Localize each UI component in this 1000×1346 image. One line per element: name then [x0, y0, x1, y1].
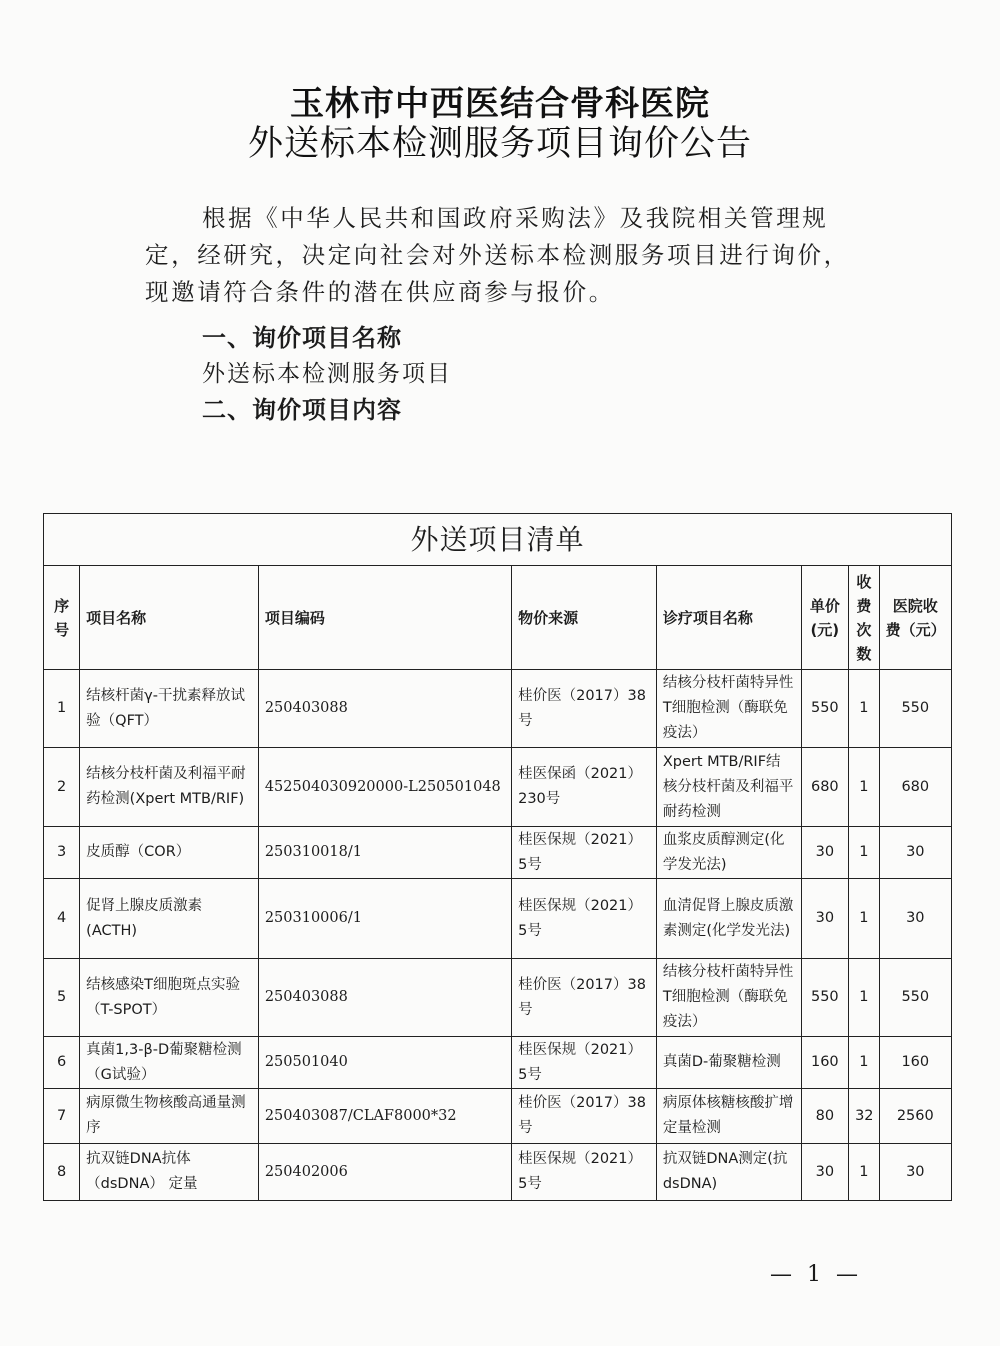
table-row [44, 959, 952, 1037]
cell-name: 皮质醇（COR） [80, 827, 259, 879]
cell-source: 桂价医（2017）38号 [512, 1089, 657, 1144]
table-row [44, 879, 952, 959]
cell-times: 1 [849, 879, 880, 959]
table-row [44, 748, 952, 827]
cell-name: 结核感染T细胞斑点实验（T-SPOT） [80, 959, 259, 1037]
cell-seq: 5 [44, 959, 80, 1037]
header-seq: 序号 [44, 566, 80, 670]
cell-code: 250402006 [258, 1144, 511, 1201]
cell-seq: 3 [44, 827, 80, 879]
cell-fee: 160 [879, 1037, 951, 1089]
cell-name: 抗双链DNA抗体（dsDNA） 定量 [80, 1144, 259, 1201]
cell-diag: Xpert MTB/RIF结核分枝杆菌及利福平耐药检测 [656, 748, 801, 827]
cell-times: 1 [849, 748, 880, 827]
header-name: 项目名称 [80, 566, 259, 670]
cell-code: 250403088 [258, 959, 511, 1037]
cell-seq: 1 [44, 670, 80, 748]
cell-price: 30 [801, 827, 848, 879]
cell-name: 结核分枝杆菌及利福平耐药检测(Xpert MTB/RIF) [80, 748, 259, 827]
header-price: 单价(元) [801, 566, 848, 670]
section2-heading: 二、询价项目内容 [202, 396, 402, 424]
cell-source: 桂医保规（2021）5号 [512, 1144, 657, 1201]
cell-fee: 550 [879, 670, 951, 748]
outsourced-items-table [43, 513, 952, 1201]
table-row [44, 1089, 952, 1144]
cell-source: 桂医保规（2021）5号 [512, 1037, 657, 1089]
cell-price: 160 [801, 1037, 848, 1089]
cell-diag: 结核分枝杆菌特异性T细胞检测（酶联免疫法） [656, 959, 801, 1037]
cell-source: 桂医保规（2021）5号 [512, 879, 657, 959]
section1-body: 外送标本检测服务项目 [202, 361, 452, 387]
cell-seq: 8 [44, 1144, 80, 1201]
cell-seq: 4 [44, 879, 80, 959]
cell-price: 30 [801, 879, 848, 959]
cell-times: 1 [849, 827, 880, 879]
cell-diag: 真菌D-葡聚糖检测 [656, 1037, 801, 1089]
cell-name: 促肾上腺皮质激素(ACTH) [80, 879, 259, 959]
cell-seq: 7 [44, 1089, 80, 1144]
table-row [44, 670, 952, 748]
table-row [44, 1037, 952, 1089]
cell-name: 真菌1,3-β-D葡聚糖检测（G试验） [80, 1037, 259, 1089]
cell-code: 452504030920000-L250501048 [258, 748, 511, 827]
cell-fee: 680 [879, 748, 951, 827]
intro-paragraph: 根据《中华人民共和国政府采购法》及我院相关管理规定，经研究，决定向社会对外送标本检测服务项目进行询价，现邀请符合条件的潜在供应商参与报价。 [145, 204, 850, 306]
cell-source: 桂价医（2017）38号 [512, 670, 657, 748]
cell-price: 30 [801, 1144, 848, 1201]
cell-times: 1 [849, 1037, 880, 1089]
cell-seq: 6 [44, 1037, 80, 1089]
header-diag: 诊疗项目名称 [656, 566, 801, 670]
cell-fee: 2560 [879, 1089, 951, 1144]
cell-source: 桂医保函（2021）230号 [512, 748, 657, 827]
cell-code: 250403087/CLAF8000*32 [258, 1089, 511, 1144]
cell-code: 250310018/1 [258, 827, 511, 879]
section1-heading: 一、询价项目名称 [202, 324, 402, 352]
cell-times: 32 [849, 1089, 880, 1144]
cell-price: 80 [801, 1089, 848, 1144]
cell-diag: 血浆皮质醇测定(化学发光法) [656, 827, 801, 879]
cell-diag: 抗双链DNA测定(抗dsDNA) [656, 1144, 801, 1201]
cell-times: 1 [849, 670, 880, 748]
cell-diag: 结核分枝杆菌特异性T细胞检测（酶联免疫法） [656, 670, 801, 748]
header-source: 物价来源 [512, 566, 657, 670]
table-row [44, 1144, 952, 1201]
cell-fee: 30 [879, 827, 951, 879]
header-code: 项目编码 [258, 566, 511, 670]
cell-diag: 病原体核糖核酸扩增定量检测 [656, 1089, 801, 1144]
document-title-line1: 玉林市中西医结合骨科医院 [290, 84, 710, 124]
cell-times: 1 [849, 1144, 880, 1201]
cell-fee: 30 [879, 879, 951, 959]
cell-price: 680 [801, 748, 848, 827]
header-times: 收费次数 [849, 566, 880, 670]
cell-code: 250501040 [258, 1037, 511, 1089]
table-header-row [44, 566, 952, 670]
page-number: — 1 — [770, 1262, 862, 1287]
cell-source: 桂医保规（2021）5号 [512, 827, 657, 879]
document-title-line2: 外送标本检测服务项目询价公告 [247, 124, 752, 164]
cell-source: 桂价医（2017）38号 [512, 959, 657, 1037]
cell-seq: 2 [44, 748, 80, 827]
cell-code: 250310006/1 [258, 879, 511, 959]
header-fee: 医院收费（元） [879, 566, 951, 670]
cell-price: 550 [801, 670, 848, 748]
cell-diag: 血清促肾上腺皮质激素测定(化学发光法) [656, 879, 801, 959]
cell-fee: 550 [879, 959, 951, 1037]
cell-code: 250403088 [258, 670, 511, 748]
cell-name: 结核杆菌γ-干扰素释放试验（QFT） [80, 670, 259, 748]
table-row [44, 827, 952, 879]
cell-price: 550 [801, 959, 848, 1037]
cell-name: 病原微生物核酸高通量测序 [80, 1089, 259, 1144]
cell-fee: 30 [879, 1144, 951, 1201]
table-caption: 外送项目清单 [44, 514, 952, 566]
cell-times: 1 [849, 959, 880, 1037]
